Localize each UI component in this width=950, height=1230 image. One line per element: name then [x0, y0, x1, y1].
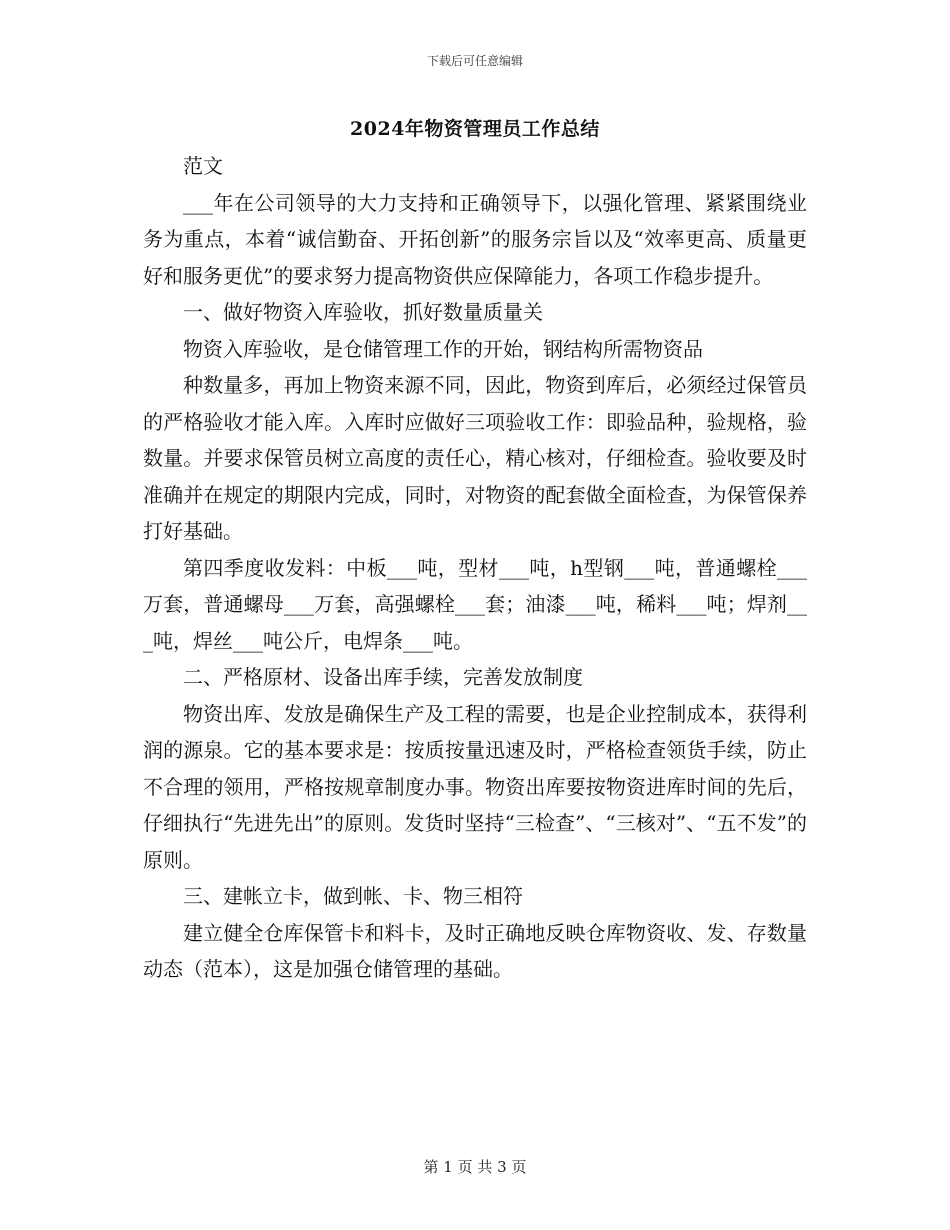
- paragraph-ledger: 建立健全仓库保管卡和料卡，及时正确地反映仓库物资收、发、存数量动态（范本），这是加强仓储管理的基础。: [143, 920, 807, 981]
- section-heading-1: 一、做好物资入库验收，抓好数量质量关: [183, 300, 543, 324]
- paragraph-receiving-2: 种数量多，再加上物资来源不同，因此，物资到库后，必须经过保管员的严格验收才能入库。入库时应做好三项验收工作：即验品种，验规格，验数量。并要求保管员树立高度的责任心，精心核对，仔细检查。验收要及时准确并在规定的期限内完成，同时，对物资的配套做全面检查，为保管保养打好基础。: [143, 373, 807, 543]
- section-heading-2: 二、严格原材、设备出库手续，完善发放制度: [183, 665, 583, 689]
- paragraph-intro: ___年在公司领导的大力支持和正确领导下，以强化管理、紧紧围绕业务为重点，本着“诚信勤奋、开拓创新”的服务宗旨以及“效率更高、质量更好和服务更优”的要求努力提高物资供应保障能力，各项工作稳步提升。: [143, 190, 807, 288]
- paragraph-issuing: 物资出库、发放是确保生产及工程的需要，也是企业控制成本，获得利润的源泉。它的基本要求是：按质按量迅速及时，严格检查领货手续，防止不合理的领用，严格按规章制度办事。物资出库要按物资进库时间的先后，仔细执行“先进先出”的原则。发货时坚持“三检查”、“三核对”、“五不发”的原则。: [143, 701, 807, 872]
- paragraph-receiving-1: 物资入库验收，是仓储管理工作的开始，钢结构所需物资品: [183, 336, 703, 361]
- document-title: 2024年物资管理员工作总结: [350, 118, 600, 140]
- paragraph-label: 范文: [183, 154, 223, 178]
- paragraph-quarter-materials: 第四季度收发料：中板___吨，型材___吨，h型钢___吨，普通螺栓___万套，普通螺母___万套，高强螺栓___套；油漆___吨，稀料___吨；焊剂___吨，焊丝___吨公斤，电焊条___吨。: [143, 555, 807, 653]
- document-body: [143, 148, 807, 988]
- page-number: 第 1 页 共 3 页: [423, 1158, 527, 1176]
- page-header-note: 下载后可任意编辑: [426, 54, 523, 68]
- section-heading-3: 三、建帐立卡，做到帐、卡、物三相符: [183, 884, 523, 908]
